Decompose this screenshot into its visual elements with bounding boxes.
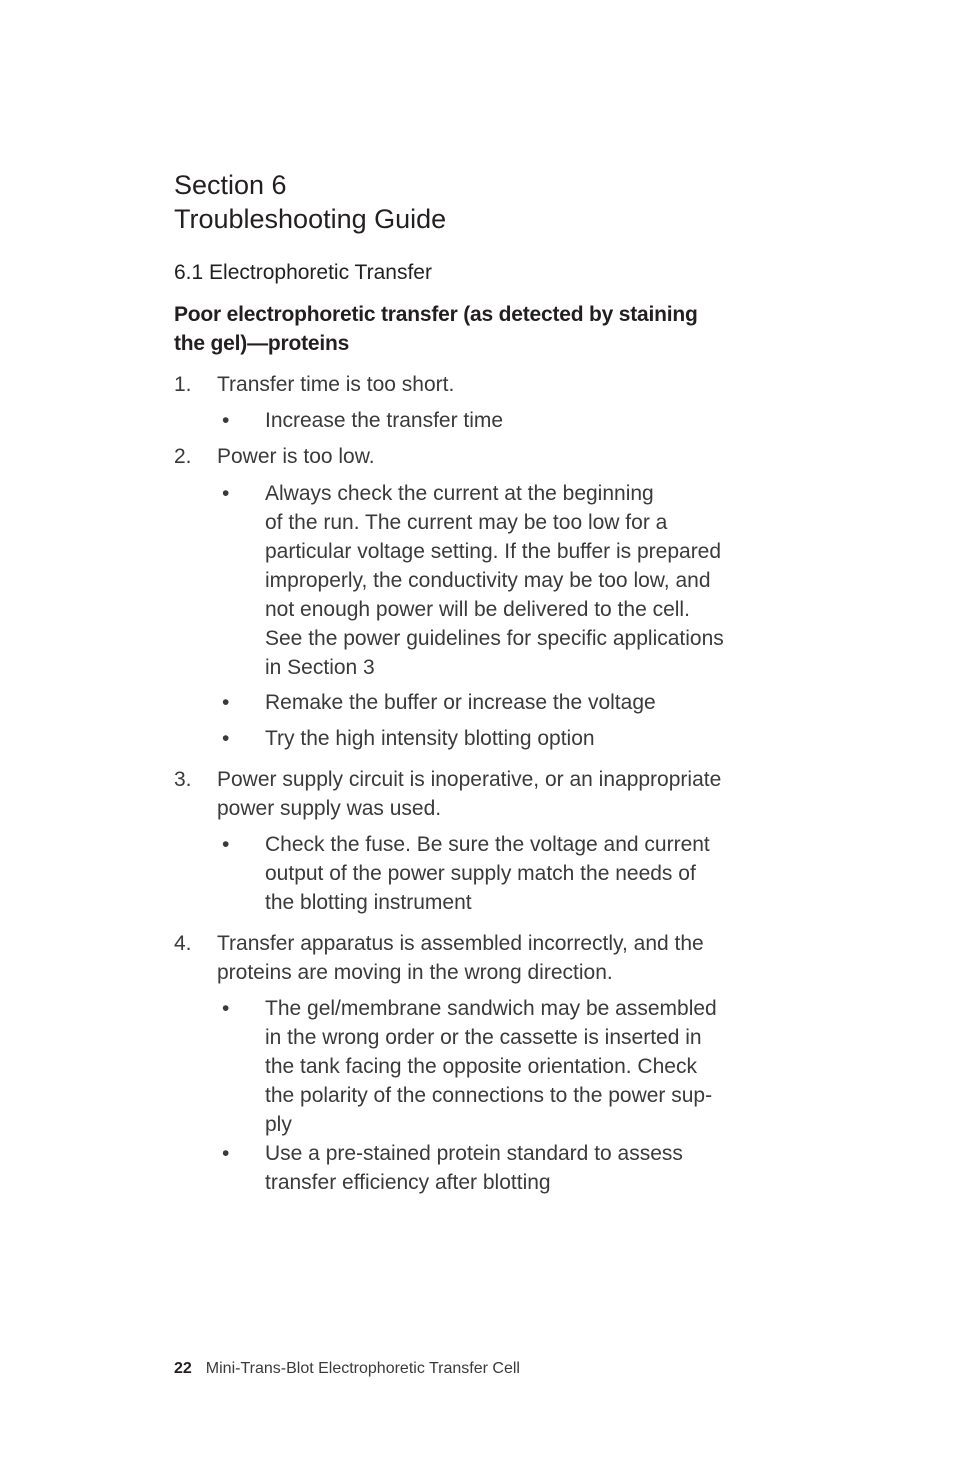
item-text: Transfer time is too short. bbox=[217, 373, 455, 396]
bullet-icon: • bbox=[222, 997, 230, 1020]
list-item bbox=[174, 370, 784, 399]
list-item bbox=[174, 765, 784, 823]
footer-title: Mini-Trans-Blot Electrophoretic Transfer Cell bbox=[205, 1360, 520, 1377]
bullet-item bbox=[174, 406, 784, 435]
bullet-icon: • bbox=[222, 409, 230, 432]
bullet-line: Use a pre-stained protein standard to assess bbox=[265, 1142, 683, 1165]
bullet-icon: • bbox=[222, 833, 230, 856]
bullet-line: ply bbox=[265, 1113, 292, 1136]
bullet-item bbox=[174, 994, 784, 1139]
bullet-line: of the run. The current may be too low for a bbox=[265, 511, 668, 534]
item-text bbox=[217, 929, 784, 987]
bullet-icon: • bbox=[222, 691, 230, 714]
bullet-line: Try the high intensity blotting option bbox=[265, 727, 595, 750]
bullet-text bbox=[265, 1139, 784, 1197]
bullet-line: in the wrong order or the cassette is inserted in bbox=[265, 1026, 702, 1049]
item-text bbox=[217, 765, 784, 823]
bullet-line: particular voltage setting. If the buffer is prepared bbox=[265, 540, 722, 563]
bullet-text bbox=[265, 724, 784, 753]
bullet-icon: • bbox=[222, 482, 230, 505]
item-line: power supply was used. bbox=[217, 797, 442, 820]
bullet-line: transfer efficiency after blotting bbox=[265, 1171, 551, 1194]
bullet-text bbox=[265, 688, 784, 717]
page-footer bbox=[174, 1358, 520, 1380]
item-number: 3. bbox=[174, 768, 192, 791]
bullet-line: the polarity of the connections to the power sup- bbox=[265, 1084, 713, 1107]
bullet-text bbox=[265, 406, 784, 435]
bullet-item bbox=[174, 688, 784, 717]
section-title: Troubleshooting Guide bbox=[174, 204, 447, 234]
item-number: 2. bbox=[174, 445, 192, 468]
bullet-line: The gel/membrane sandwich may be assembled bbox=[265, 997, 717, 1020]
bullet-line: Check the fuse. Be sure the voltage and current bbox=[265, 833, 710, 856]
bullet-item bbox=[174, 1139, 784, 1197]
list-item bbox=[174, 929, 784, 987]
list-item bbox=[174, 442, 784, 471]
subsection-heading: 6.1 Electrophoretic Transfer bbox=[174, 261, 432, 284]
problem-heading-line: Poor electrophoretic transfer (as detected by staining bbox=[174, 303, 698, 326]
item-line: Transfer apparatus is assembled incorrectly, and the bbox=[217, 932, 704, 955]
item-line: proteins are moving in the wrong direction. bbox=[217, 961, 613, 984]
bullet-line: the blotting instrument bbox=[265, 891, 472, 914]
section-number: Section 6 bbox=[174, 170, 287, 200]
bullet-line: Increase the transfer time bbox=[265, 409, 504, 432]
bullet-line: the tank facing the opposite orientation. Check bbox=[265, 1055, 697, 1078]
problem-heading bbox=[174, 300, 784, 358]
bullet-text bbox=[265, 479, 784, 682]
bullet-icon: • bbox=[222, 727, 230, 750]
bullet-item bbox=[174, 830, 784, 917]
item-text: Power is too low. bbox=[217, 445, 375, 468]
item-number: 1. bbox=[174, 373, 192, 396]
bullet-text bbox=[265, 830, 784, 917]
bullet-item bbox=[174, 724, 784, 753]
problem-heading-line: the gel)—proteins bbox=[174, 332, 350, 355]
page-number: 22 bbox=[174, 1360, 192, 1377]
bullet-line: output of the power supply match the needs of bbox=[265, 862, 696, 885]
item-line: Power supply circuit is inoperative, or an inappropriate bbox=[217, 768, 722, 791]
bullet-line: not enough power will be delivered to the cell. bbox=[265, 598, 690, 621]
bullet-text bbox=[265, 994, 784, 1139]
item-number: 4. bbox=[174, 932, 192, 955]
bullet-icon: • bbox=[222, 1142, 230, 1165]
bullet-line: in Section 3 bbox=[265, 656, 375, 679]
bullet-line: improperly, the conductivity may be too low, and bbox=[265, 569, 711, 592]
bullet-line: See the power guidelines for specific applications bbox=[265, 627, 724, 650]
bullet-line: Remake the buffer or increase the voltage bbox=[265, 691, 656, 714]
bullet-item bbox=[174, 479, 784, 682]
section-heading bbox=[174, 168, 446, 236]
bullet-line: Always check the current at the beginning bbox=[265, 482, 654, 505]
